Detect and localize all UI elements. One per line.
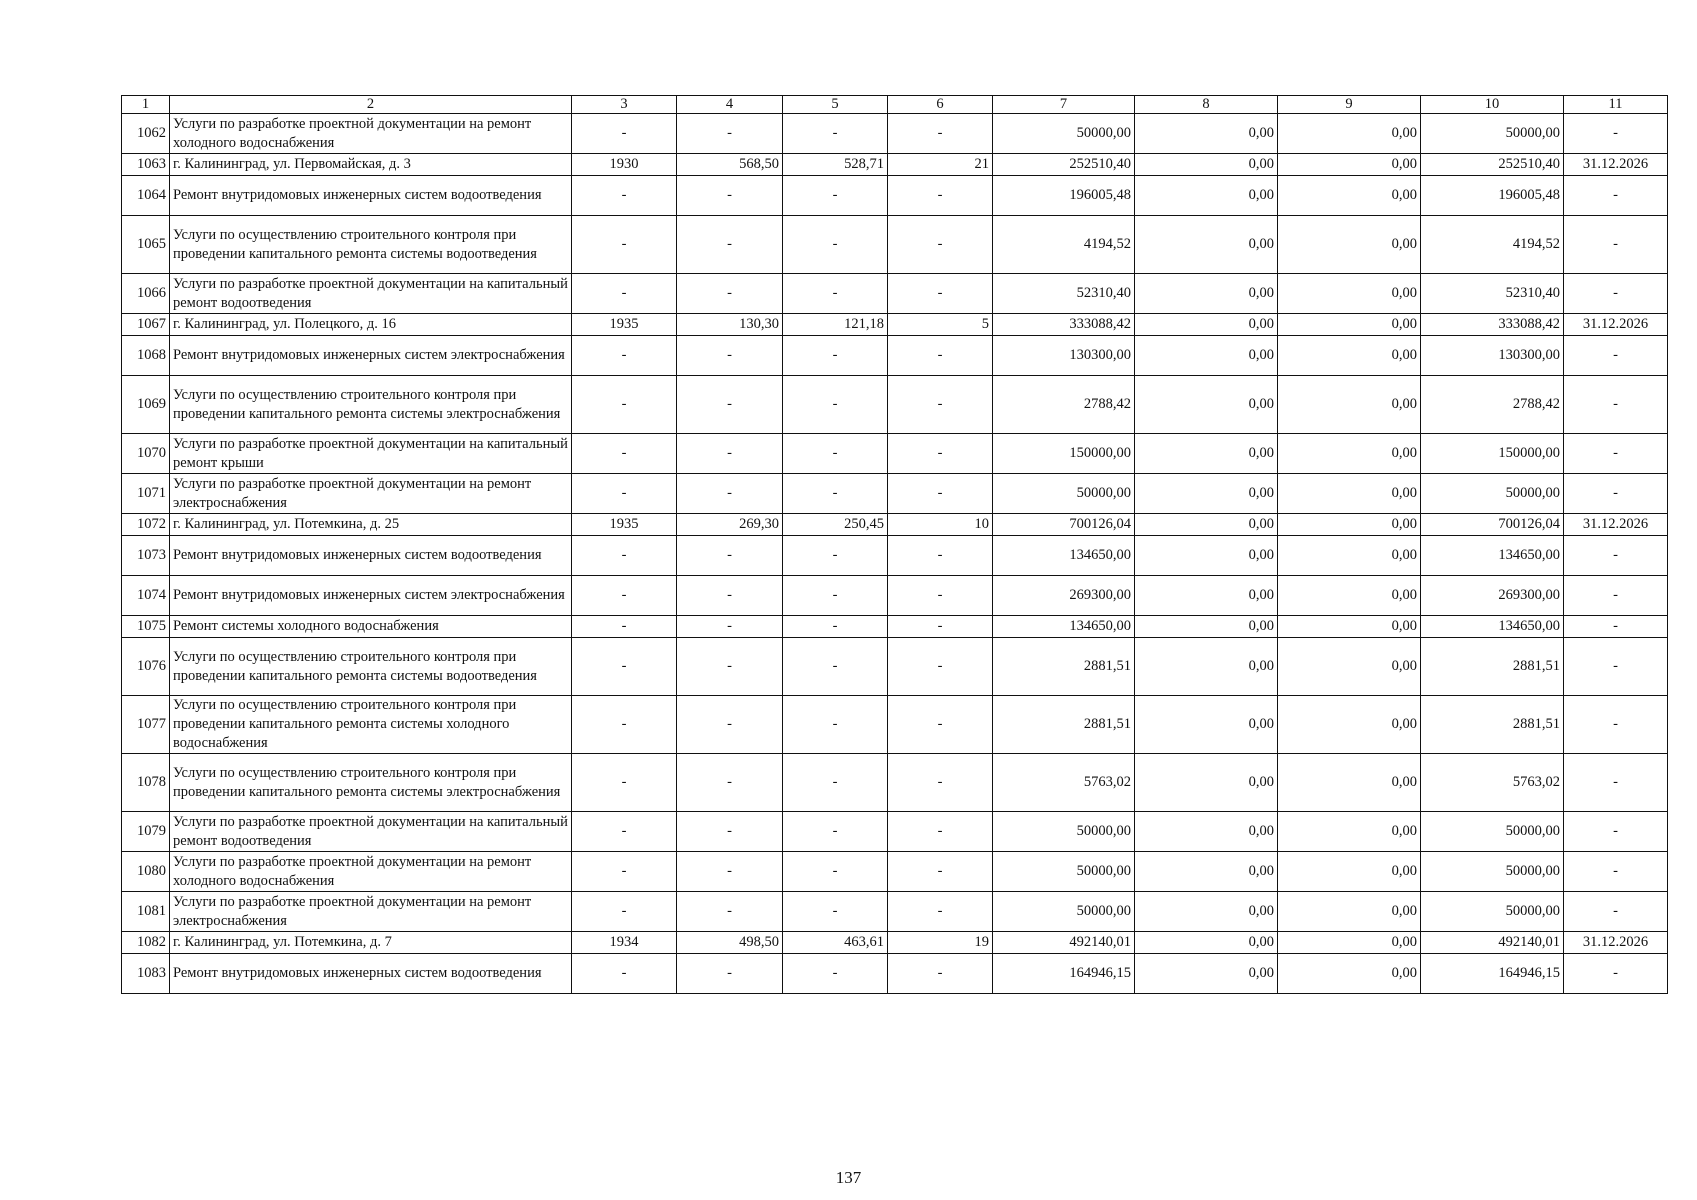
column-number-header: 6 [888, 96, 993, 114]
value-cell-c7: 50000,00 [993, 892, 1135, 932]
empty-value-cell: - [572, 576, 677, 616]
empty-value-cell: - [677, 812, 783, 852]
empty-value-cell: - [677, 852, 783, 892]
value-cell-c7: 130300,00 [993, 336, 1135, 376]
value-cell-c8: 0,00 [1135, 376, 1278, 434]
empty-value-cell: - [888, 892, 993, 932]
value-cell-c9: 0,00 [1278, 314, 1421, 336]
empty-value-cell: - [888, 434, 993, 474]
empty-value-cell: - [677, 376, 783, 434]
work-description-cell: Услуги по осуществлению строительного контроля при проведении капитального ремонта системы холодного водоснабжения [170, 696, 572, 754]
column-number-header: 1 [122, 96, 170, 114]
work-description-cell: Ремонт внутридомовых инженерных систем водоотведения [170, 954, 572, 994]
value-cell-c7: 150000,00 [993, 434, 1135, 474]
value-cell-c6: 19 [888, 932, 993, 954]
value-cell-c8: 0,00 [1135, 892, 1278, 932]
value-cell-c10: 52310,40 [1421, 274, 1564, 314]
row-number-cell: 1082 [122, 932, 170, 954]
empty-value-cell: - [572, 892, 677, 932]
value-cell-c7: 50000,00 [993, 852, 1135, 892]
empty-value-cell: - [888, 336, 993, 376]
row-number-cell: 1071 [122, 474, 170, 514]
empty-value-cell: - [1564, 536, 1668, 576]
empty-value-cell: - [1564, 336, 1668, 376]
empty-value-cell: - [783, 274, 888, 314]
value-cell-c6: 5 [888, 314, 993, 336]
empty-value-cell: - [888, 852, 993, 892]
empty-value-cell: - [1564, 616, 1668, 638]
value-cell-c9: 0,00 [1278, 114, 1421, 154]
empty-value-cell: - [572, 536, 677, 576]
value-cell-c7: 5763,02 [993, 754, 1135, 812]
empty-value-cell: - [677, 474, 783, 514]
table-row [122, 114, 1668, 154]
empty-value-cell: - [572, 696, 677, 754]
work-description-cell: Услуги по разработке проектной документации на ремонт электроснабжения [170, 474, 572, 514]
value-cell-c9: 0,00 [1278, 514, 1421, 536]
address-row [122, 932, 1668, 954]
work-description-cell: Ремонт внутридомовых инженерных систем электроснабжения [170, 336, 572, 376]
empty-value-cell: - [1564, 852, 1668, 892]
value-cell-c7: 50000,00 [993, 114, 1135, 154]
value-cell-c7: 333088,42 [993, 314, 1135, 336]
value-cell-c8: 0,00 [1135, 176, 1278, 216]
value-cell-c10: 50000,00 [1421, 114, 1564, 154]
empty-value-cell: - [888, 216, 993, 274]
value-cell-c7: 4194,52 [993, 216, 1135, 274]
value-cell-c8: 0,00 [1135, 314, 1278, 336]
deadline-date-cell: 31.12.2026 [1564, 154, 1668, 176]
value-cell-c9: 0,00 [1278, 696, 1421, 754]
empty-value-cell: - [888, 954, 993, 994]
value-cell-c10: 134650,00 [1421, 616, 1564, 638]
empty-value-cell: - [783, 114, 888, 154]
empty-value-cell: - [572, 616, 677, 638]
row-number-cell: 1067 [122, 314, 170, 336]
value-cell-c7: 252510,40 [993, 154, 1135, 176]
table-row [122, 434, 1668, 474]
value-cell-c10: 4194,52 [1421, 216, 1564, 274]
empty-value-cell: - [783, 638, 888, 696]
empty-value-cell: - [677, 114, 783, 154]
value-cell-c7: 52310,40 [993, 274, 1135, 314]
empty-value-cell: - [1564, 376, 1668, 434]
value-cell-c7: 2881,51 [993, 638, 1135, 696]
address-row [122, 314, 1668, 336]
empty-value-cell: - [677, 216, 783, 274]
empty-value-cell: - [677, 434, 783, 474]
table-row [122, 474, 1668, 514]
value-cell-c8: 0,00 [1135, 754, 1278, 812]
table-row [122, 216, 1668, 274]
value-cell-c7: 134650,00 [993, 536, 1135, 576]
value-cell-c10: 252510,40 [1421, 154, 1564, 176]
empty-value-cell: - [1564, 892, 1668, 932]
empty-value-cell: - [572, 336, 677, 376]
row-number-cell: 1075 [122, 616, 170, 638]
address-row [122, 514, 1668, 536]
value-cell-c9: 0,00 [1278, 376, 1421, 434]
value-cell-c10: 2881,51 [1421, 696, 1564, 754]
table-row [122, 696, 1668, 754]
deadline-date-cell: 31.12.2026 [1564, 514, 1668, 536]
address-cell: г. Калининград, ул. Полецкого, д. 16 [170, 314, 572, 336]
value-cell-c10: 269300,00 [1421, 576, 1564, 616]
empty-value-cell: - [1564, 434, 1668, 474]
work-description-cell: Услуги по осуществлению строительного контроля при проведении капитального ремонта системы электроснабжения [170, 754, 572, 812]
value-cell-c7: 196005,48 [993, 176, 1135, 216]
value-cell-c8: 0,00 [1135, 336, 1278, 376]
row-number-cell: 1074 [122, 576, 170, 616]
empty-value-cell: - [888, 376, 993, 434]
empty-value-cell: - [572, 176, 677, 216]
value-cell-c8: 0,00 [1135, 154, 1278, 176]
value-cell-c9: 0,00 [1278, 536, 1421, 576]
empty-value-cell: - [783, 696, 888, 754]
value-cell-c8: 0,00 [1135, 852, 1278, 892]
row-number-cell: 1083 [122, 954, 170, 994]
empty-value-cell: - [1564, 954, 1668, 994]
table-body [122, 114, 1668, 994]
empty-value-cell: - [677, 576, 783, 616]
row-number-cell: 1065 [122, 216, 170, 274]
empty-value-cell: - [677, 954, 783, 994]
column-number-header: 7 [993, 96, 1135, 114]
year-cell: 1934 [572, 932, 677, 954]
empty-value-cell: - [572, 954, 677, 994]
value-cell-c8: 0,00 [1135, 536, 1278, 576]
empty-value-cell: - [888, 754, 993, 812]
value-cell-c8: 0,00 [1135, 812, 1278, 852]
value-cell-c6: 21 [888, 154, 993, 176]
value-cell-c4: 568,50 [677, 154, 783, 176]
empty-value-cell: - [1564, 754, 1668, 812]
value-cell-c8: 0,00 [1135, 954, 1278, 994]
table-row [122, 638, 1668, 696]
empty-value-cell: - [572, 216, 677, 274]
empty-value-cell: - [888, 474, 993, 514]
table-row [122, 954, 1668, 994]
empty-value-cell: - [783, 176, 888, 216]
empty-value-cell: - [677, 336, 783, 376]
value-cell-c5: 121,18 [783, 314, 888, 336]
value-cell-c9: 0,00 [1278, 576, 1421, 616]
work-description-cell: Услуги по осуществлению строительного контроля при проведении капитального ремонта системы электроснабжения [170, 376, 572, 434]
value-cell-c8: 0,00 [1135, 114, 1278, 154]
empty-value-cell: - [783, 474, 888, 514]
column-number-header: 8 [1135, 96, 1278, 114]
empty-value-cell: - [888, 616, 993, 638]
value-cell-c10: 50000,00 [1421, 852, 1564, 892]
row-number-cell: 1076 [122, 638, 170, 696]
value-cell-c7: 50000,00 [993, 812, 1135, 852]
work-description-cell: Ремонт системы холодного водоснабжения [170, 616, 572, 638]
column-number-header: 11 [1564, 96, 1668, 114]
address-cell: г. Калининград, ул. Потемкина, д. 7 [170, 932, 572, 954]
table-row [122, 536, 1668, 576]
value-cell-c9: 0,00 [1278, 434, 1421, 474]
value-cell-c7: 2881,51 [993, 696, 1135, 754]
empty-value-cell: - [783, 754, 888, 812]
address-cell: г. Калининград, ул. Первомайская, д. 3 [170, 154, 572, 176]
empty-value-cell: - [1564, 274, 1668, 314]
empty-value-cell: - [572, 274, 677, 314]
empty-value-cell: - [1564, 114, 1668, 154]
table-row [122, 852, 1668, 892]
table-row [122, 754, 1668, 812]
value-cell-c9: 0,00 [1278, 474, 1421, 514]
value-cell-c10: 2788,42 [1421, 376, 1564, 434]
deadline-date-cell: 31.12.2026 [1564, 932, 1668, 954]
value-cell-c10: 5763,02 [1421, 754, 1564, 812]
value-cell-c7: 2788,42 [993, 376, 1135, 434]
row-number-cell: 1073 [122, 536, 170, 576]
empty-value-cell: - [572, 474, 677, 514]
value-cell-c10: 134650,00 [1421, 536, 1564, 576]
value-cell-c10: 150000,00 [1421, 434, 1564, 474]
empty-value-cell: - [783, 216, 888, 274]
value-cell-c9: 0,00 [1278, 892, 1421, 932]
value-cell-c8: 0,00 [1135, 216, 1278, 274]
empty-value-cell: - [1564, 176, 1668, 216]
row-number-cell: 1064 [122, 176, 170, 216]
table-row [122, 616, 1668, 638]
value-cell-c8: 0,00 [1135, 576, 1278, 616]
empty-value-cell: - [888, 536, 993, 576]
value-cell-c9: 0,00 [1278, 932, 1421, 954]
work-description-cell: Услуги по разработке проектной документации на ремонт электроснабжения [170, 892, 572, 932]
value-cell-c9: 0,00 [1278, 754, 1421, 812]
value-cell-c9: 0,00 [1278, 812, 1421, 852]
value-cell-c10: 196005,48 [1421, 176, 1564, 216]
empty-value-cell: - [572, 114, 677, 154]
empty-value-cell: - [1564, 696, 1668, 754]
empty-value-cell: - [572, 376, 677, 434]
value-cell-c7: 50000,00 [993, 474, 1135, 514]
value-cell-c10: 50000,00 [1421, 812, 1564, 852]
value-cell-c5: 463,61 [783, 932, 888, 954]
column-number-header: 2 [170, 96, 572, 114]
value-cell-c8: 0,00 [1135, 696, 1278, 754]
empty-value-cell: - [1564, 576, 1668, 616]
empty-value-cell: - [783, 852, 888, 892]
value-cell-c5: 528,71 [783, 154, 888, 176]
empty-value-cell: - [1564, 216, 1668, 274]
value-cell-c8: 0,00 [1135, 514, 1278, 536]
row-number-cell: 1081 [122, 892, 170, 932]
empty-value-cell: - [783, 576, 888, 616]
value-cell-c4: 498,50 [677, 932, 783, 954]
value-cell-c9: 0,00 [1278, 274, 1421, 314]
empty-value-cell: - [677, 176, 783, 216]
empty-value-cell: - [677, 274, 783, 314]
empty-value-cell: - [783, 812, 888, 852]
empty-value-cell: - [783, 616, 888, 638]
value-cell-c10: 50000,00 [1421, 474, 1564, 514]
deadline-date-cell: 31.12.2026 [1564, 314, 1668, 336]
value-cell-c9: 0,00 [1278, 852, 1421, 892]
value-cell-c9: 0,00 [1278, 336, 1421, 376]
empty-value-cell: - [677, 536, 783, 576]
column-number-row [122, 96, 1668, 114]
value-cell-c5: 250,45 [783, 514, 888, 536]
empty-value-cell: - [783, 954, 888, 994]
row-number-cell: 1068 [122, 336, 170, 376]
value-cell-c8: 0,00 [1135, 474, 1278, 514]
table-row [122, 376, 1668, 434]
row-number-cell: 1063 [122, 154, 170, 176]
value-cell-c7: 700126,04 [993, 514, 1135, 536]
empty-value-cell: - [677, 616, 783, 638]
row-number-cell: 1066 [122, 274, 170, 314]
row-number-cell: 1078 [122, 754, 170, 812]
empty-value-cell: - [783, 336, 888, 376]
empty-value-cell: - [572, 852, 677, 892]
value-cell-c10: 2881,51 [1421, 638, 1564, 696]
value-cell-c8: 0,00 [1135, 274, 1278, 314]
value-cell-c10: 333088,42 [1421, 314, 1564, 336]
row-number-cell: 1079 [122, 812, 170, 852]
empty-value-cell: - [1564, 812, 1668, 852]
value-cell-c6: 10 [888, 514, 993, 536]
value-cell-c7: 269300,00 [993, 576, 1135, 616]
row-number-cell: 1077 [122, 696, 170, 754]
repair-plan-table [121, 95, 1668, 994]
value-cell-c7: 492140,01 [993, 932, 1135, 954]
value-cell-c9: 0,00 [1278, 176, 1421, 216]
value-cell-c8: 0,00 [1135, 932, 1278, 954]
empty-value-cell: - [572, 754, 677, 812]
row-number-cell: 1072 [122, 514, 170, 536]
value-cell-c9: 0,00 [1278, 216, 1421, 274]
empty-value-cell: - [677, 696, 783, 754]
table-row [122, 812, 1668, 852]
value-cell-c10: 492140,01 [1421, 932, 1564, 954]
column-number-header: 3 [572, 96, 677, 114]
work-description-cell: Услуги по разработке проектной документации на капитальный ремонт крыши [170, 434, 572, 474]
year-cell: 1935 [572, 314, 677, 336]
work-description-cell: Услуги по разработке проектной документации на капитальный ремонт водоотведения [170, 274, 572, 314]
column-number-header: 5 [783, 96, 888, 114]
row-number-cell: 1080 [122, 852, 170, 892]
empty-value-cell: - [1564, 638, 1668, 696]
value-cell-c9: 0,00 [1278, 154, 1421, 176]
table-row [122, 892, 1668, 932]
empty-value-cell: - [888, 176, 993, 216]
row-number-cell: 1062 [122, 114, 170, 154]
empty-value-cell: - [888, 274, 993, 314]
table-row [122, 274, 1668, 314]
empty-value-cell: - [888, 576, 993, 616]
empty-value-cell: - [888, 696, 993, 754]
work-description-cell: Ремонт внутридомовых инженерных систем водоотведения [170, 176, 572, 216]
empty-value-cell: - [572, 434, 677, 474]
table-row [122, 176, 1668, 216]
work-description-cell: Ремонт внутридомовых инженерных систем электроснабжения [170, 576, 572, 616]
work-description-cell: Услуги по разработке проектной документации на ремонт холодного водоснабжения [170, 852, 572, 892]
value-cell-c9: 0,00 [1278, 954, 1421, 994]
row-number-cell: 1070 [122, 434, 170, 474]
value-cell-c4: 269,30 [677, 514, 783, 536]
empty-value-cell: - [783, 434, 888, 474]
value-cell-c10: 700126,04 [1421, 514, 1564, 536]
work-description-cell: Услуги по осуществлению строительного контроля при проведении капитального ремонта системы водоотведения [170, 216, 572, 274]
work-description-cell: Услуги по разработке проектной документации на капитальный ремонт водоотведения [170, 812, 572, 852]
value-cell-c7: 134650,00 [993, 616, 1135, 638]
empty-value-cell: - [888, 812, 993, 852]
page-number: 137 [835, 1168, 862, 1187]
work-description-cell: Услуги по осуществлению строительного контроля при проведении капитального ремонта системы водоотведения [170, 638, 572, 696]
table-row [122, 576, 1668, 616]
empty-value-cell: - [677, 638, 783, 696]
empty-value-cell: - [1564, 474, 1668, 514]
value-cell-c10: 164946,15 [1421, 954, 1564, 994]
empty-value-cell: - [572, 638, 677, 696]
address-cell: г. Калининград, ул. Потемкина, д. 25 [170, 514, 572, 536]
value-cell-c8: 0,00 [1135, 616, 1278, 638]
column-number-header: 4 [677, 96, 783, 114]
value-cell-c10: 130300,00 [1421, 336, 1564, 376]
empty-value-cell: - [783, 536, 888, 576]
value-cell-c9: 0,00 [1278, 616, 1421, 638]
empty-value-cell: - [572, 812, 677, 852]
empty-value-cell: - [888, 638, 993, 696]
work-description-cell: Услуги по разработке проектной документации на ремонт холодного водоснабжения [170, 114, 572, 154]
empty-value-cell: - [677, 892, 783, 932]
value-cell-c8: 0,00 [1135, 638, 1278, 696]
value-cell-c9: 0,00 [1278, 638, 1421, 696]
column-number-header: 9 [1278, 96, 1421, 114]
value-cell-c10: 50000,00 [1421, 892, 1564, 932]
work-description-cell: Ремонт внутридомовых инженерных систем водоотведения [170, 536, 572, 576]
column-number-header: 10 [1421, 96, 1564, 114]
year-cell: 1935 [572, 514, 677, 536]
value-cell-c4: 130,30 [677, 314, 783, 336]
empty-value-cell: - [888, 114, 993, 154]
row-number-cell: 1069 [122, 376, 170, 434]
empty-value-cell: - [783, 892, 888, 932]
table-row [122, 336, 1668, 376]
address-row [122, 154, 1668, 176]
value-cell-c7: 164946,15 [993, 954, 1135, 994]
value-cell-c8: 0,00 [1135, 434, 1278, 474]
empty-value-cell: - [783, 376, 888, 434]
empty-value-cell: - [677, 754, 783, 812]
year-cell: 1930 [572, 154, 677, 176]
